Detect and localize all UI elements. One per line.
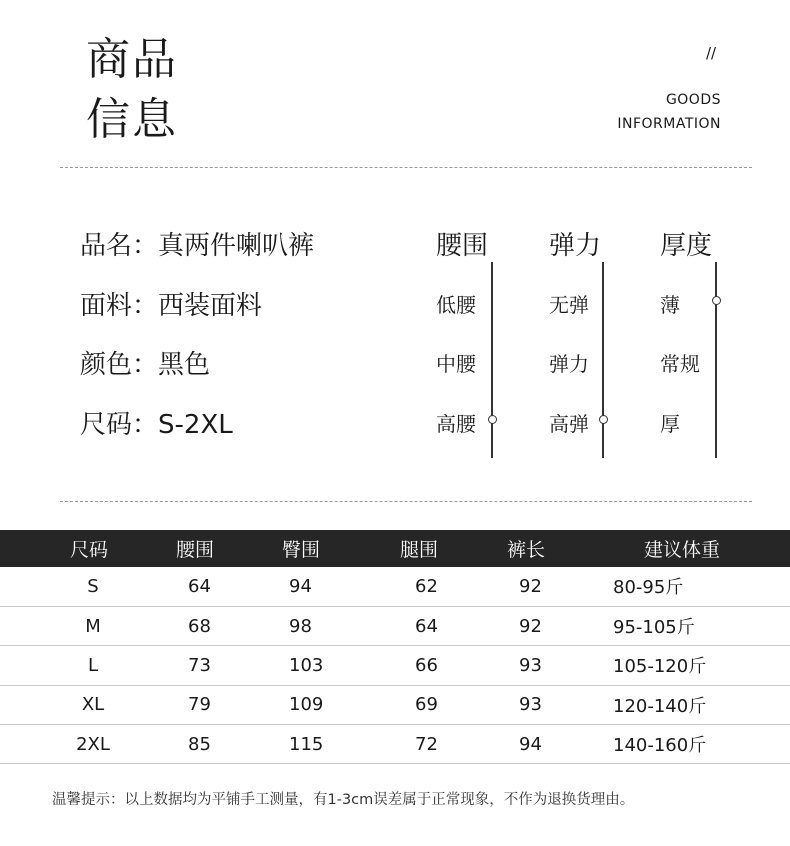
attr-scale-line-elasticity [602,262,604,458]
info-row-color [80,344,210,381]
table-cell-waist: 64 [176,567,282,606]
table-cell-size: XL [0,685,176,724]
attr-option-mid-waist: 中腰 [436,352,476,376]
info-row-name [80,225,314,262]
table-header-size: 尺码 [0,530,176,567]
table-cell-thigh: 66 [400,646,507,685]
attr-option-high-stretch: 高弹 [549,412,589,436]
attr-indicator-elasticity [599,415,608,424]
attr-option-high-waist: 高腰 [436,412,476,436]
divider-bottom [60,501,752,502]
table-cell-waist: 73 [176,646,282,685]
table-cell-length: 92 [507,567,613,606]
size-chart-table [0,530,790,764]
page-title-line2: 信息 [86,94,178,145]
table-cell-hip: 109 [282,685,400,724]
attr-indicator-waist [488,415,497,424]
info-value: 真两件喇叭裤 [158,231,315,261]
attr-title-thickness: 厚度 [660,231,713,261]
table-cell-size: L [0,646,176,685]
info-label: 尺码： [80,410,159,440]
page-title-line1: 商品 [86,34,178,85]
info-label: 品名： [80,231,159,261]
table-row [0,646,790,685]
attr-scale-line-thickness [715,262,717,458]
table-cell-thigh: 64 [400,606,507,645]
table-cell-length: 94 [507,725,613,764]
table-cell-hip: 94 [282,567,400,606]
table-cell-thigh: 62 [400,567,507,606]
table-cell-length: 93 [507,646,613,685]
info-value: 西装面料 [158,291,263,321]
table-cell-size: M [0,606,176,645]
table-cell-size: S [0,567,176,606]
info-label: 颜色： [80,350,159,380]
attr-option-no-stretch: 无弹 [549,293,589,317]
attr-indicator-thickness [712,296,721,305]
table-cell-waist: 68 [176,606,282,645]
table-cell-thigh: 72 [400,725,507,764]
info-label: 面料： [80,291,159,321]
table-cell-weight: 95-105斤 [613,606,790,645]
table-cell-hip: 98 [282,606,400,645]
table-cell-weight: 105-120斤 [613,646,790,685]
attr-option-stretch: 弹力 [549,352,589,376]
table-cell-weight: 140-160斤 [613,725,790,764]
table-cell-length: 93 [507,685,613,724]
table-header-weight: 建议体重 [613,530,790,567]
table-header-hip: 臀围 [282,530,400,567]
english-title-line1: GOODS [665,92,721,108]
attr-option-thin: 薄 [660,293,680,317]
table-cell-weight: 120-140斤 [613,685,790,724]
divider-top [60,167,752,168]
table-cell-length: 92 [507,606,613,645]
table-header-thigh: 腿围 [400,530,507,567]
table-cell-thigh: 69 [400,685,507,724]
table-row [0,567,790,606]
table-header-waist: 腰围 [176,530,282,567]
attr-scale-line-waist [491,262,493,458]
footer-tip: 温馨提示：以上数据均为平铺手工测量，有1-3cm误差属于正常现象，不作为退换货理由。 [52,792,635,808]
info-row-fabric [80,285,262,322]
table-row [0,685,790,724]
table-cell-waist: 85 [176,725,282,764]
table-row [0,725,790,764]
attr-title-elasticity: 弹力 [549,231,602,261]
english-title-line2: INFORMATION [617,116,721,132]
table-cell-weight: 80-95斤 [613,567,790,606]
attr-title-waist: 腰围 [436,231,489,261]
table-cell-waist: 79 [176,685,282,724]
info-value: 黑色 [158,350,211,380]
attr-option-thick: 厚 [660,412,680,436]
table-row [0,606,790,645]
attr-option-regular: 常规 [660,352,700,376]
table-cell-hip: 103 [282,646,400,685]
table-header-length: 裤长 [507,530,613,567]
table-cell-hip: 115 [282,725,400,764]
attr-option-low-waist: 低腰 [436,293,476,317]
decorative-slashes: // [706,44,717,62]
info-row-size [80,404,233,441]
info-value: S-2XL [158,410,233,440]
table-cell-size: 2XL [0,725,176,764]
table-header-row [0,530,790,567]
